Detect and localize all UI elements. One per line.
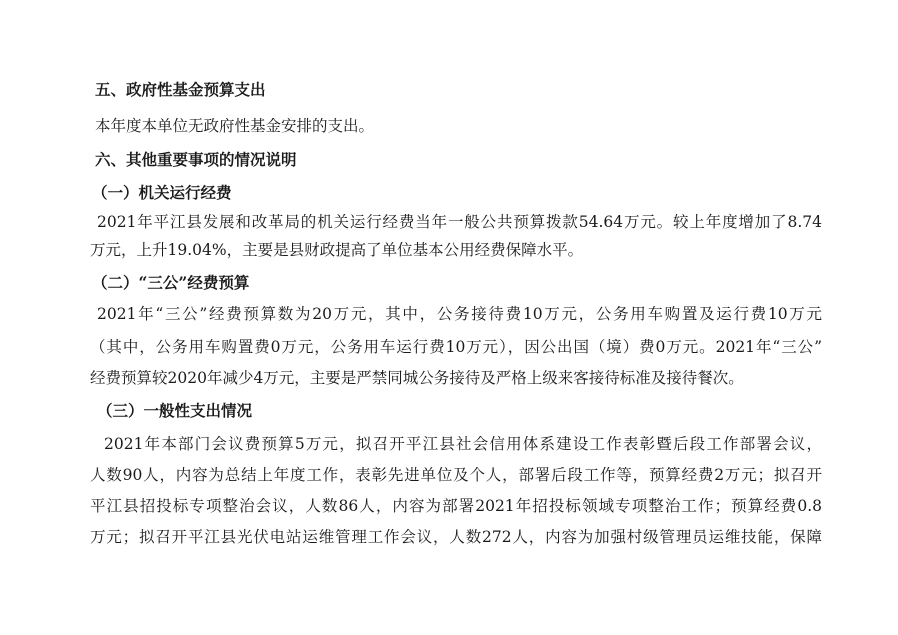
paragraph-line: 平江县招投标专项整治会议，人数86人，内容为部署2021年招投标领域专项整治工作；预算经费0.8	[90, 497, 822, 515]
paragraph-line: 本年度本单位无政府性基金安排的支出。	[95, 117, 375, 135]
paragraph-line: 万元，上升19.04%，主要是县财政提高了单位基本公用经费保障水平。	[90, 241, 584, 259]
paragraph-line: 万元；拟召开平江县光伏电站运维管理工作会议，人数272人，内容为加强村级管理员运维技能，保障	[90, 528, 822, 546]
paragraph-line: 人数90人，内容为总结上年度工作，表彰先进单位及个人，部署后段工作等，预算经费2万元；拟召开	[90, 466, 822, 484]
section-heading-5: 五、政府性基金预算支出	[95, 80, 266, 99]
subsection-heading-2: （二）“三公”经费预算	[92, 273, 250, 292]
subsection-heading-3: （三）一般性支出情况	[97, 401, 253, 420]
paragraph-line: 经费预算较2020年减少4万元，主要是严禁同城公务接待及严格上级来客接待标准及接待餐次。	[90, 369, 744, 387]
paragraph-line: 2021年“三公”经费预算数为20万元，其中，公务接待费10万元，公务用车购置及运行费10万元	[97, 305, 822, 323]
section-heading-6: 六、其他重要事项的情况说明	[95, 150, 297, 169]
paragraph-line: 2021年平江县发展和改革局的机关运行经费当年一般公共预算拨款54.64万元。较上年度增加了8.74	[97, 213, 822, 231]
subsection-heading-1: （一）机关运行经费	[92, 183, 232, 202]
paragraph-line: （其中，公务用车购置费0万元，公务用车运行费10万元），因公出国（境）费0万元。2021年“三公”	[90, 338, 822, 356]
paragraph-line: 2021年本部门会议费预算5万元，拟召开平江县社会信用体系建设工作表彰暨后段工作部署会议，	[104, 435, 822, 453]
